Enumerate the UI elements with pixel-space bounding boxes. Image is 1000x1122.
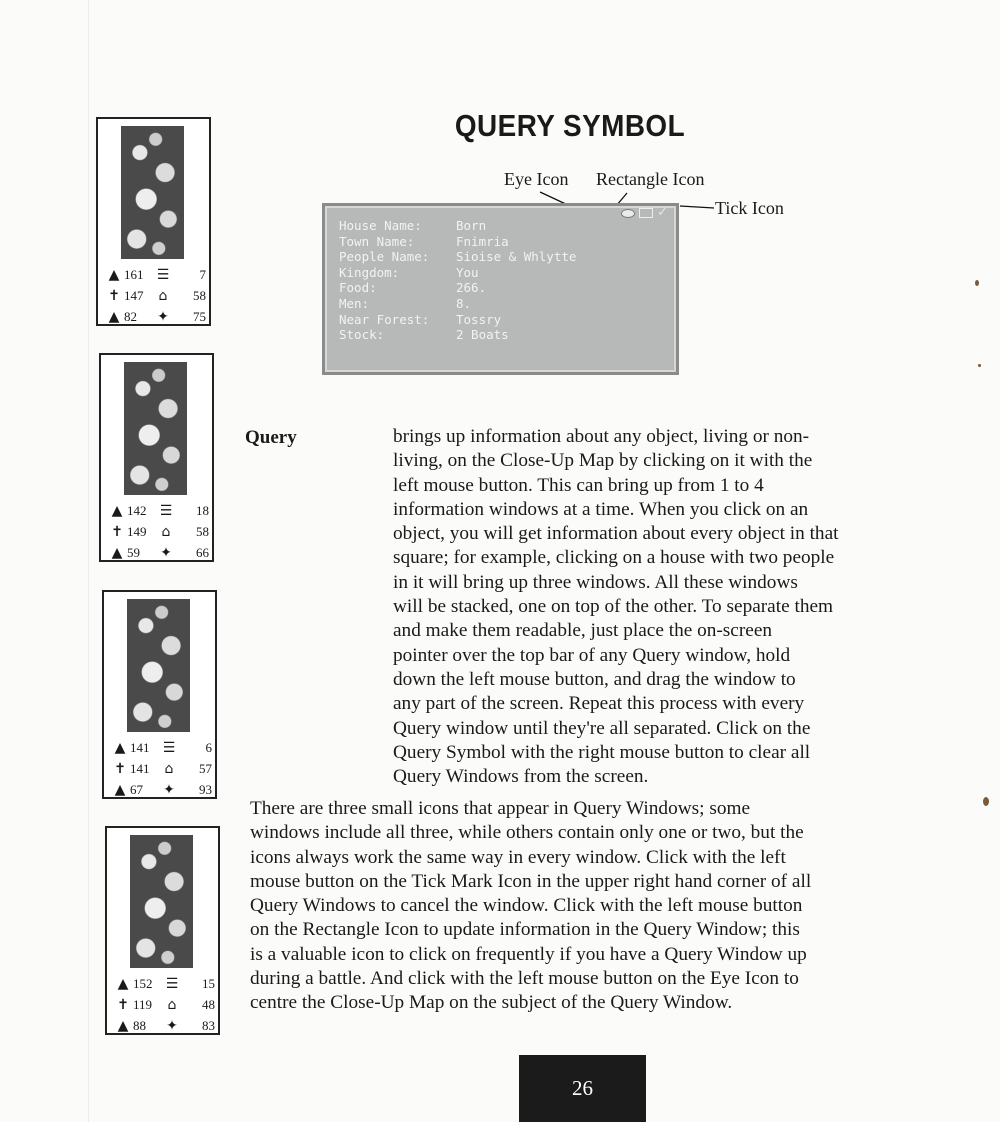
tick-icon[interactable]: ✓ xyxy=(657,205,668,220)
query-window-titlebar[interactable] xyxy=(325,205,676,220)
stat-value: 58 xyxy=(196,523,209,539)
boat-icon: ▲ xyxy=(117,1017,129,1034)
query-row-label: Kingdom: xyxy=(339,264,400,280)
tree-icon: ▲ xyxy=(108,266,120,283)
tree-icon: ▲ xyxy=(114,739,126,756)
map-panel xyxy=(99,353,214,562)
stat-value: 83 xyxy=(202,1017,215,1033)
rectangle-icon-callout: Rectangle Icon xyxy=(596,169,705,189)
map-panel xyxy=(96,117,211,326)
stat-value: 142 xyxy=(127,502,147,518)
icons-description-paragraph: There are three small icons that appear in Query Windows; some windows include all three, while others contain only one or two, but the icons always work the same way in every window. Click with the left mouse button on the Tick Mark Icon in the upper right hand corner of all Query Windows to cancel the window. Click with the left mouse button on the Rectangle Icon to update information in the Query Window; this is a valuable icon to click on frequently if you have a Query Window up during a battle. And click with the left mouse button on the Eye Icon to centre the Close-Up Map on the subject of the Query Window. xyxy=(250,798,812,1014)
stat-value: 75 xyxy=(193,308,206,324)
stat-row xyxy=(104,264,210,285)
query-row xyxy=(339,234,576,250)
query-row xyxy=(339,296,576,312)
map-panel xyxy=(105,826,220,1035)
stat-row xyxy=(107,521,213,542)
stat-value: 93 xyxy=(199,781,212,797)
map-stats xyxy=(110,737,216,800)
stat-value: 67 xyxy=(130,781,143,797)
stat-row xyxy=(113,973,219,994)
house-icon: ⌂ xyxy=(161,523,171,540)
map-stats xyxy=(104,264,210,327)
tick-icon-callout: Tick Icon xyxy=(715,198,784,218)
page-number: 26 xyxy=(519,1055,646,1122)
rectangle-icon[interactable] xyxy=(639,208,653,218)
house-icon: ⌂ xyxy=(167,996,177,1013)
stat-row xyxy=(110,737,216,758)
query-row xyxy=(339,218,576,234)
scan-speck xyxy=(975,280,979,286)
query-term-heading: Query xyxy=(245,427,297,448)
map-stats xyxy=(113,973,219,1036)
stat-value: 59 xyxy=(127,544,140,560)
query-row-label: Food: xyxy=(339,280,377,296)
close-up-map-thumbnail xyxy=(121,126,184,259)
cow-icon: ☰ xyxy=(162,739,176,756)
query-row-value: Tossry xyxy=(456,311,502,327)
cow-icon: ☰ xyxy=(159,502,173,519)
stat-value: 161 xyxy=(124,266,144,282)
house-icon: ⌂ xyxy=(158,287,168,304)
tick-leader-line xyxy=(680,206,714,208)
scan-speck xyxy=(978,364,981,367)
house-icon: ⌂ xyxy=(164,760,174,777)
query-row xyxy=(339,249,576,265)
stat-value: 152 xyxy=(133,975,153,991)
boat-icon: ▲ xyxy=(111,544,123,561)
stat-value: 57 xyxy=(199,760,212,776)
stat-value: 15 xyxy=(202,975,215,991)
stat-row xyxy=(104,306,210,327)
map-stats xyxy=(107,500,213,563)
bird-icon: ✦ xyxy=(157,308,169,325)
stat-value: 66 xyxy=(196,544,209,560)
query-row-value: You xyxy=(456,264,479,280)
query-row-value: Fnimria xyxy=(456,233,509,249)
stat-row xyxy=(113,1015,219,1036)
stat-value: 48 xyxy=(202,996,215,1012)
query-row-value: Born xyxy=(456,218,487,233)
query-description-paragraph: brings up information about any object, living or non- living, on the Close-Up Map by clicking on it with the left mouse button. This can bring up from 1 to 4 information windows at a time. When you click on an object, you will get information about every object in that square; for example, clicking on a house with two people in it will bring up three windows. All these windows will be stacked, one on top of the other. To separate them and make them readable, just place the on-screen pointer over the top bar of any Query window, hold down the left mouse button, and drag the window to any part of the screen. Repeat this process with every Query window until they're all separated. Click on the Query Symbol with the right mouse button to clear all Query Windows from the screen. xyxy=(393,426,839,788)
eye-icon[interactable] xyxy=(621,209,635,218)
stat-row xyxy=(107,500,213,521)
person-icon: ✝ xyxy=(114,760,126,777)
close-up-map-thumbnail xyxy=(124,362,187,495)
stat-value: 149 xyxy=(127,523,147,539)
stat-row xyxy=(110,758,216,779)
bird-icon: ✦ xyxy=(160,544,172,561)
tree-icon: ▲ xyxy=(117,975,129,992)
query-window-screenshot xyxy=(322,203,679,375)
query-row-value: 266. xyxy=(456,280,487,296)
stat-row xyxy=(110,779,216,800)
stat-value: 141 xyxy=(130,739,150,755)
query-window-rows xyxy=(339,218,576,343)
query-row-value: 8. xyxy=(456,295,472,311)
query-row-label: Stock: xyxy=(339,327,385,343)
cow-icon: ☰ xyxy=(156,266,170,283)
stat-value: 119 xyxy=(133,996,153,1012)
query-row xyxy=(339,312,576,328)
stat-value: 141 xyxy=(130,760,150,776)
query-row-label: People Name: xyxy=(339,249,430,265)
stat-value: 6 xyxy=(205,739,212,755)
scan-speck xyxy=(983,797,989,806)
eye-icon-callout: Eye Icon xyxy=(504,169,569,189)
tree-icon: ▲ xyxy=(111,502,123,519)
stat-value: 82 xyxy=(124,308,137,324)
query-row-label: Near Forest: xyxy=(339,311,430,327)
stat-value: 18 xyxy=(196,502,209,518)
person-icon: ✝ xyxy=(108,287,120,304)
stat-row xyxy=(113,994,219,1015)
cow-icon: ☰ xyxy=(165,975,179,992)
stat-value: 147 xyxy=(124,287,144,303)
close-up-map-thumbnail xyxy=(127,599,190,732)
map-panel xyxy=(102,590,217,799)
stat-value: 7 xyxy=(199,266,206,282)
page-title: QUERY SYMBOL xyxy=(454,108,686,143)
person-icon: ✝ xyxy=(117,996,129,1013)
query-row xyxy=(339,265,576,281)
stat-row xyxy=(104,285,210,306)
query-row-value: 2 Boats xyxy=(456,327,509,343)
bird-icon: ✦ xyxy=(166,1017,178,1034)
query-row xyxy=(339,327,576,343)
stat-value: 58 xyxy=(193,287,206,303)
stat-row xyxy=(107,542,213,563)
query-row-value: Sioise & Whlytte xyxy=(456,249,577,265)
query-row xyxy=(339,280,576,296)
query-row-label: Men: xyxy=(339,295,370,311)
bird-icon: ✦ xyxy=(163,781,175,798)
query-row-label: House Name: xyxy=(339,218,422,233)
stat-value: 88 xyxy=(133,1017,146,1033)
boat-icon: ▲ xyxy=(108,308,120,325)
boat-icon: ▲ xyxy=(114,781,126,798)
query-row-label: Town Name: xyxy=(339,233,415,249)
person-icon: ✝ xyxy=(111,523,123,540)
close-up-map-thumbnail xyxy=(130,835,193,968)
